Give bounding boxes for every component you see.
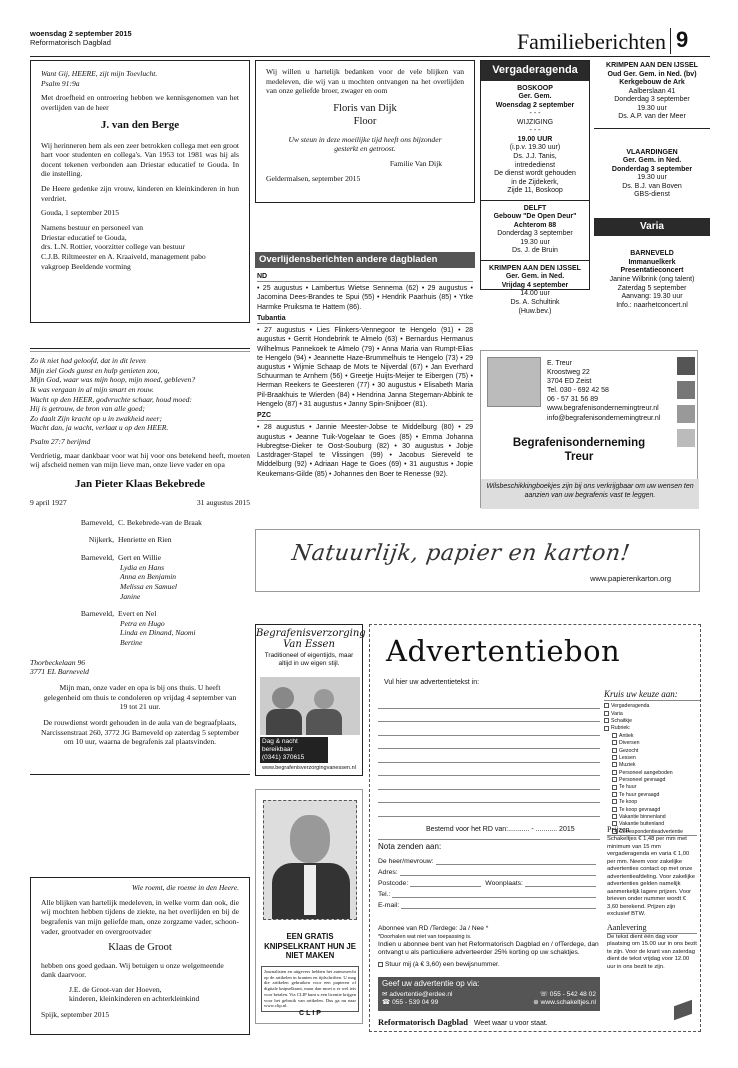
clip-logo: CLIP	[299, 1010, 323, 1017]
contact-email[interactable]: advertentie@erdee.nl	[389, 991, 453, 998]
fax-icon: ☏	[539, 991, 548, 998]
family-group	[30, 518, 250, 528]
choice-label: Lessen	[619, 754, 636, 761]
treur-mobile: 06 - 57 31 56 89	[547, 396, 598, 404]
choice-label: Vergaderagenda	[611, 703, 650, 710]
ad-text-line[interactable]	[378, 803, 600, 817]
agenda-line: Ger. Gem. in Ned.	[505, 273, 565, 281]
poem-line: Zo daalt Zijn kracht op u in zwakheid neer;	[30, 413, 163, 423]
poem-ref: Psalm 27:7 berijmd	[30, 437, 91, 447]
signature-line: vakgroep Beeldende vorming	[41, 261, 131, 271]
header-date: woensdag 2 september 2015	[30, 29, 132, 38]
agenda-line: Aanvang: 19.30 uur	[621, 293, 683, 301]
agenda-line: 19.30 uur	[637, 104, 667, 112]
ad-text-line[interactable]	[378, 736, 600, 750]
mail-icon: ✉	[382, 991, 388, 998]
signature: Familie Van Dijk	[389, 158, 442, 168]
treur-slogan: Wilsbeschikkingboekjes zijn bij ons verkrijgbaar om uw wensen ten aanzien van uw begrafenis vast te leggen.	[481, 479, 699, 509]
agenda-line: Ds. B.J. van Boven	[622, 182, 682, 190]
overlijdensberichten-title: Overlijdensberichten andere dagbladen	[255, 252, 475, 268]
agenda-line: 19.00 UUR	[517, 135, 553, 143]
choice-label: Te huur gevraagd	[619, 791, 660, 798]
agenda-vlaardingen	[594, 129, 710, 206]
ad-text-line[interactable]	[378, 776, 600, 790]
vergader-block-krimpen	[481, 261, 589, 320]
vanessen-subtitle: Traditioneel of eigentijds, maar altijd in uw eigen stijl.	[264, 652, 354, 667]
choice-label: Antiek	[619, 732, 634, 739]
agenda-line: Zijde 11, Boskoop	[507, 187, 563, 195]
agenda-line: BOSKOOP	[517, 84, 553, 92]
choice-label: Correspondentieadvertentie	[619, 828, 684, 835]
agenda-line: Ger. Gem. in Ned.	[622, 157, 682, 165]
family-place: Barneveld,	[80, 609, 114, 619]
field-label: Postcode:	[378, 879, 409, 887]
checkbox[interactable]	[612, 807, 617, 812]
choice-label: Vakantie binnenland	[619, 813, 666, 820]
treur-phone: Tel. 030 - 692 42 58	[547, 387, 609, 395]
rd-logo: Reformatorisch Dagblad	[378, 1017, 468, 1027]
family-grandchild: Janine	[120, 591, 141, 601]
bewijs-checkbox[interactable]	[378, 962, 383, 967]
bewijs-label: Stuur mij (à € 3,60) een bewijsnummer.	[385, 960, 500, 968]
place-date: Geldermalsen, september 2015	[266, 173, 361, 183]
signature-line: J.E. de Groot-van der Hoeven,	[69, 984, 162, 994]
decor-square	[677, 405, 695, 423]
choice-label: Vakantie buitenland	[619, 821, 665, 828]
agenda-line: KRIMPEN AAN DEN IJSSEL	[489, 264, 581, 272]
funeral-info: De rouwdienst wordt gehouden in de aula van de begraafplaats, Narcissenstraat 260, 3772 JG Barneveld op zaterdag 5 september om 10 uur, waarna de begrafenis zal plaatsvinden.	[40, 717, 239, 747]
decor-square	[677, 429, 695, 447]
checkbox[interactable]	[612, 777, 617, 782]
bon-title: Advertentiebon	[386, 634, 621, 668]
checkbox[interactable]	[612, 755, 617, 760]
choice-option[interactable]	[604, 711, 700, 718]
checkbox[interactable]	[612, 785, 617, 790]
prijzen-block	[607, 825, 697, 972]
poem	[30, 356, 250, 433]
agenda-line: Achterom 88	[513, 221, 557, 229]
agenda-line: Donderdag 3 september	[611, 165, 693, 173]
page-number: 9	[676, 27, 689, 52]
vanessen-phone-label: Dag & nacht bereikbaar	[262, 738, 298, 754]
agenda-line: in de Zijdekerk,	[511, 178, 559, 186]
field-input[interactable]	[436, 864, 596, 865]
poem-line: Wacht op den HEER, godvruchte schaar, houd moed:	[30, 394, 192, 404]
signature-line: Driestar educatief te Gouda,	[41, 232, 127, 242]
contact-bar	[378, 977, 600, 1011]
family-grandchild: Anna en Benjamin	[120, 572, 177, 582]
contact-phone: 055 - 539 04 99	[392, 999, 439, 1007]
choice-label: Te huur	[619, 784, 637, 791]
announcement-bekebrede	[30, 351, 250, 771]
treur-city: 3704 ED Zeist	[547, 378, 592, 386]
varia-barneveld	[594, 236, 710, 314]
vergaderagenda	[480, 60, 590, 315]
ad-text-line[interactable]	[378, 722, 600, 736]
checkbox[interactable]	[612, 733, 617, 738]
field-input[interactable]	[392, 897, 596, 898]
choice-option[interactable]	[612, 755, 700, 762]
field-label: De heer/mevrouw:	[378, 857, 434, 865]
nd-list: • 25 augustus • Lambertus Wietse Sennema (62) • 29 augustus • Jacomina Dees-Brandes te Spui (55) • Hendrik Paarhuis (85) • Ytke Harmke Pruiksma te Hattem (86).	[257, 285, 473, 311]
header-paper: Reformatorisch Dagblad	[30, 38, 111, 48]
family-list	[30, 518, 250, 648]
phone-icon: ☎	[382, 999, 391, 1007]
agenda-line: Ger. Gem.	[518, 93, 552, 101]
pzc-label: PZC	[257, 411, 473, 421]
field-label: Woonplaats:	[485, 879, 523, 887]
abonnee-question[interactable]: Abonnee van RD /Terdege: Ja / Nee *	[378, 925, 489, 932]
choice-option[interactable]	[612, 762, 700, 769]
signature-line: Namens bestuur en personeel van	[41, 223, 144, 233]
agenda-line: Zaterdag 5 september	[617, 284, 687, 292]
field-label: Adres:	[378, 868, 398, 876]
agenda-line: Oud Ger. Gem. in Ned. (bv)	[607, 70, 697, 78]
choice-label: Schaitkje	[611, 718, 633, 724]
contact-website[interactable]: www.schakeltjes.nl	[540, 999, 596, 1007]
verse: Want Gij, HEERE, zijt mijn Toevlucht.	[41, 69, 158, 78]
agenda-line: GBS-dienst	[634, 191, 670, 199]
deceased-name: Floris van Dijk	[333, 102, 397, 114]
signature-line: kinderen, kleinkinderen en achterkleinkind	[69, 994, 200, 1004]
field-input[interactable]	[525, 886, 596, 887]
pzc-list: • 28 augustus • Jannie Meester-Jobse te Middelburg (80) • 29 augustus • Jeanne Tuik-Vogelaar te Goes (85) • Emma Johanna Hubregtse-Dieker te Oost-Souburg (82) • 30 augustus • Jobje Lastdrager-Stapel te Vlissingen (99) • Jacobus Siereveld te Middelburg (92) • Adriaan Hage te Goes (69) • 31 augustus • Jopie Keukemans-Gilde (85) • Johannes den Boer te Renesse (92).	[257, 424, 473, 478]
poem-line: Mijn God, waar was mijn hoop, mijn moed, gebleven?	[30, 375, 196, 385]
body: hebben ons goed gedaan. Wij betuigen u onze welgemeende dank daarvoor.	[41, 960, 224, 980]
agenda-line: Janine Wilbrink (ong talent)	[609, 276, 695, 283]
ad-papier-karton	[255, 529, 700, 592]
agenda-line: Ds. A.P. van der Meer	[618, 113, 686, 121]
portrait-photo	[260, 677, 360, 735]
choice-option[interactable]	[612, 733, 700, 740]
family-name: Evert en Nel	[118, 609, 157, 619]
agenda-line: DELFT	[523, 204, 547, 212]
choice-option[interactable]	[612, 748, 700, 755]
field-label: E-mail:	[378, 901, 400, 909]
birth-date: 9 april 1927	[30, 498, 67, 508]
verse-ref: Psalm 91:9a	[41, 78, 80, 88]
deceased-name: Klaas de Groot	[108, 942, 172, 954]
newspaper-photo	[263, 800, 357, 920]
agenda-line: VLAARDINGEN	[626, 148, 678, 156]
field-input[interactable]	[400, 875, 596, 876]
choice-label: Te koop	[619, 799, 638, 806]
family-grandchild: Petra en Hugo	[120, 618, 165, 628]
checkbox[interactable]	[604, 703, 609, 708]
agenda-line: (Huw.bev.)	[518, 307, 552, 315]
place-date: Gouda, 1 september 2015	[41, 208, 120, 218]
checkbox[interactable]	[604, 718, 609, 723]
choice-label: Muziek	[619, 762, 636, 769]
signature-line: drs. L.N. Rottier, voorzitter college van bestuur	[41, 242, 185, 252]
verse: Wie roemt, die roeme in den Heere.	[131, 883, 239, 892]
family-name: Gert en Willie	[118, 552, 161, 562]
treur-title: Begrafenisonderneming	[512, 437, 646, 449]
ad-clip	[255, 789, 363, 1024]
checkbox[interactable]	[612, 740, 617, 745]
checkbox[interactable]	[612, 814, 617, 819]
choice-option[interactable]	[612, 770, 700, 777]
announcement-de-groot	[30, 877, 250, 1035]
family-group	[30, 535, 250, 545]
poem-line: Mijn ziel Gods gunst en hulp genieten zou,	[30, 365, 160, 375]
tubantia-label: Tubantia	[257, 314, 473, 324]
choice-list	[604, 689, 700, 836]
agenda-line: Ds. J.J. Tanis,	[513, 153, 557, 160]
varia-title: Varia	[594, 218, 710, 237]
choice-option[interactable]	[604, 718, 700, 725]
death-date: 31 augustus 2015	[196, 498, 250, 508]
agenda-line: WIJZIGING	[516, 118, 554, 126]
agenda-line: 14.00 uur	[520, 290, 550, 298]
vanessen-title: Begrafenisverzorging	[256, 628, 366, 639]
papier-website[interactable]: www.papierenkarton.org	[590, 574, 671, 583]
signature-line: C.J.B. Riltmeester en A. Kraaiveld, management pabo	[41, 251, 206, 261]
agenda-line: De dienst wordt gehouden	[494, 170, 576, 178]
family-grandchild: Linda en Dinand, Naomi	[120, 628, 196, 638]
ad-text-line[interactable]	[378, 790, 600, 804]
agenda-line: Vrijdag 4 september	[501, 281, 569, 289]
ad-text-line[interactable]	[378, 695, 600, 709]
intro: Alle blijken van hartelijk medeleven, in welke vorm dan ook, die wij mochten hebben tijdens de ziekte, na het overlijden en bij de begrafenis van mijn geliefde man, onze zorgzame vader, schoonvader, grootvader en overgrootvader	[41, 897, 239, 936]
agenda-line: KRIMPEN AAN DEN IJSSEL	[606, 62, 698, 69]
decor-square	[677, 357, 695, 375]
rd-slogan: Weet waar u voor staat.	[473, 1020, 548, 1027]
flower-image	[487, 357, 541, 407]
abonnee-discount: Indien u abonnee bent van het Reformatorisch Dagblad en / ofTerdege, dan ontvangt u als particuliere adverteerder 25% korting op uw schaktjes.	[378, 940, 599, 957]
choice-label: Gezocht	[619, 747, 639, 754]
agenda-line: Donderdag 3 september	[497, 230, 573, 238]
deceased-name: Jan Pieter Klaas Bekebrede	[74, 478, 206, 491]
vergader-block-delft	[481, 201, 589, 260]
agenda-line: 19.30 uur	[520, 238, 550, 246]
checkbox[interactable]	[612, 799, 617, 804]
section-title: Familieberichten	[516, 29, 666, 54]
checkbox[interactable]	[612, 770, 617, 775]
agenda-line: Woensdag 2 september	[495, 101, 575, 109]
checkbox[interactable]	[604, 726, 609, 731]
vanessen-phone: (0341) 370615	[262, 754, 305, 762]
nd-label: ND	[257, 272, 473, 282]
agenda-line: Kerkgebouw de Ark	[619, 79, 685, 87]
agenda-line: Aalberslaan 41	[628, 87, 676, 95]
deceased-nickname: Floor	[353, 116, 377, 128]
intro: Verdrietig, maar dankbaar voor wat hij voor ons betekend heeft, moeten wij afscheid nemen van mijn lieve man, onze lieve vader en opa	[30, 450, 250, 470]
family-group	[30, 553, 250, 601]
header-meta	[30, 29, 132, 48]
contact-title: Geef uw advertentie op via:	[382, 979, 480, 988]
agenda-line: (i.p.v. 19.30 uur)	[509, 144, 561, 152]
family-grandchild: Melissa en Samuel	[120, 581, 177, 591]
agenda-line: Ds. J. de Bruin	[512, 247, 558, 255]
choice-option[interactable]	[612, 784, 700, 791]
choice-label: Rubriek:	[611, 725, 631, 732]
overlijdensberichten	[255, 252, 475, 510]
family-name: C. Bekebrede-van de Braak	[118, 517, 202, 527]
family-group	[30, 609, 250, 648]
family-place: Barneveld,	[80, 517, 114, 527]
clip-body: Journalisten en uitgevers hebben het auteursrecht op de artikelen in kranten en tijdschriften. U mag die artikelen gebruiken voor een papieren of digitale knipselkrant, maar dan moet u er wel iets voor betalen. Via CLIP kunt u een licentie krijgen voor het gebruik van artikelen. Dus ga nu naar www.clip.nl.	[261, 966, 359, 1012]
treur-website[interactable]: www.begrafenisondernemingtreur.nl	[547, 405, 659, 413]
ad-text-line[interactable]	[378, 709, 600, 723]
choice-label: Te koop gevraagd	[619, 806, 661, 813]
choice-option[interactable]	[612, 792, 700, 799]
agenda-line: Gebouw "De Open Deur"	[493, 213, 577, 221]
checkbox[interactable]	[612, 762, 617, 767]
checkbox[interactable]	[604, 711, 609, 716]
poem-line: Zo ik niet had geloofd, dat in dit leven	[30, 356, 146, 365]
family-grandchild: Bertine	[120, 638, 143, 648]
contact-fax: 055 - 542 48 02	[549, 991, 596, 998]
ad-text-lines[interactable]	[378, 695, 600, 817]
agenda-line: Info.: naarhetconcert.nl	[616, 301, 688, 309]
checkbox[interactable]	[612, 748, 617, 753]
address-fields	[378, 855, 600, 910]
choice-label: Diversen	[619, 740, 640, 747]
globe-icon: ⊕	[533, 999, 539, 1007]
intro: Wij willen u hartelijk bedanken voor de vele blijken van medeleven, die wij van u mochten ontvangen na het overlijden van onze geliefde broer, zwager en oom	[266, 67, 464, 96]
agenda-line: intrededienst	[514, 161, 556, 169]
papier-slogan: Natuurlijk, papier en karton!	[290, 541, 632, 566]
poem-line: Wacht dan, ja wacht, verlaat u op den HEER.	[30, 423, 169, 433]
body: Wij herinneren hem als een zeer betrokken collega met een groot hart voor studenten en collega's. Van 1953 tot 1981 was hij als docent tekenen verbonden aan Driestar educatief te Gouda. In die instelling.	[41, 140, 239, 179]
deceased-name: J. van den Berge	[100, 118, 180, 131]
choice-option[interactable]	[612, 777, 700, 784]
choice-title: Kruis uw keuze aan:	[604, 689, 700, 701]
abonnee-note: *Doorhalen wat niet van toepassing is.	[378, 933, 472, 940]
choice-label: Varia	[611, 710, 623, 717]
tubantia-list: • 27 augustus • Lies Flinkers-Vennegoor te Hengelo (91) • 28 augustus • Gerrit Hondebrink te Almelo (63) • Bernardus Hermanus Wilhelmus Pannekoek te Almelo (79) • Anna Maria van Rumpt-Elias te Hengelo (94) • Jeannette Haze-Brummelhuis te Hengelo (73) • 29 augustus • Wijmie Schaap de Mots te Nijverdal (67) • Jan Everhard Schuurman te Arnhem (56) • Greetje Huijts-Meijer te Eibergen (75) • Herman Reekers te Geesteren (77) • 30 augustus • Elisabeth Maria Pil-Braakhuis te Wierden (84) • Hendrina Janna Stegeman-Abbink te Hengelo (87) • 31 augustus • Janny Spin-Snijboer (81).	[257, 327, 473, 408]
advertentiebon	[369, 624, 701, 1032]
treur-title-name: Treur	[564, 450, 594, 463]
vanessen-website[interactable]: www.begrafenisverzorgingvanessen.nl	[262, 765, 356, 771]
checkbox[interactable]	[612, 792, 617, 797]
family-place: Barneveld,	[80, 552, 114, 562]
choice-option[interactable]	[612, 814, 700, 821]
address-city: 3771 EL Barneveld	[30, 667, 89, 677]
vergaderagenda-title: Vergaderagenda	[481, 61, 589, 81]
choice-option[interactable]	[612, 807, 700, 814]
prijzen-title: Prijzen	[607, 825, 697, 836]
agenda-line: 19.30 uur	[637, 174, 667, 182]
nota-title: Nota zenden aan:	[378, 842, 442, 851]
choice-option[interactable]	[604, 725, 700, 732]
treur-email[interactable]: info@begrafenisondernemingtreur.nl	[547, 414, 661, 422]
choice-option[interactable]	[604, 703, 700, 710]
ad-text-line[interactable]	[378, 763, 600, 777]
right-column	[594, 60, 710, 314]
bon-instructions: Vul hier uw advertentietekst in:	[384, 679, 480, 686]
treur-street: Kroostweg 22	[547, 369, 590, 377]
intro: Met droefheid en ontroering hebben we kennisgenomen van het overlijden van de heer	[41, 93, 239, 112]
vanessen-title-name: Van Essen	[283, 639, 335, 650]
family-place: Nijkerk,	[88, 535, 114, 545]
vergader-block-boskoop	[481, 81, 589, 200]
ad-text-line[interactable]	[378, 749, 600, 763]
field-input[interactable]	[410, 886, 481, 887]
poem-line: Hij is getrouw, de bron van alle goed;	[30, 404, 145, 414]
aanlever-title: Aanlevering	[607, 923, 697, 934]
prijzen-text: Schakeltjes € 1,48 per mm met minimum van 15 mm vergaderagenda en varia € 1,00 per mm. Neem voor zakelijke advertenties contact op met onze advertentieafdeling. Voor zakelijke advertenties gelden namelijk aanmerkelijk lagere prijzen. Voor brieven onder nummer wordt € 3,60 berekend. Prijzen zijn exclusief BTW.	[607, 836, 695, 918]
agenda-line: - - -	[529, 127, 541, 135]
treur-name: E. Treur	[547, 360, 572, 367]
bon-date-range[interactable]: Bestemd voor het RD van:........... - ........... 2015	[426, 826, 575, 833]
decor-square	[677, 381, 695, 399]
quote: Uw steun in deze moeilijke tijd heeft ons bijzonder gesterkt en getroost.	[288, 134, 442, 154]
agenda-krimpen-oud	[594, 60, 710, 128]
choice-label: Personeel gevraagd	[619, 777, 666, 783]
address-street: Thorbeckelaan 96	[30, 657, 86, 667]
choice-option[interactable]	[612, 740, 700, 747]
choice-label: Personeel aangeboden	[619, 769, 673, 776]
family-grandchild: Lydia en Hans	[120, 562, 165, 572]
announcement-van-dijk	[255, 60, 475, 203]
aanlever-text: De tekst dient één dag voor plaatsing om 15.00 uur in ons bezit te zijn. Voor de krant van zaterdag dient de tekst vrijdag voor 12.00 uur in ons bezit te zijn.	[607, 933, 697, 970]
agenda-line: - - -	[529, 110, 541, 118]
family-name: Henriette en Rien	[118, 535, 172, 545]
field-label: Tel.:	[378, 890, 391, 898]
agenda-line: Ds. A. Schultink	[510, 298, 560, 306]
field-input[interactable]	[401, 908, 596, 909]
agenda-line: Donderdag 3 september	[614, 96, 690, 104]
agenda-line: Presentatieconcert	[620, 267, 684, 275]
choice-option[interactable]	[612, 799, 700, 806]
body-2: De Heere gedenke zijn vrouw, kinderen en kleinkinderen in hun verdriet.	[41, 184, 239, 203]
agenda-line: BARNEVELD	[630, 250, 674, 258]
poem-line: Ik was vergaan in al mijn smart en rouw.	[30, 384, 154, 394]
visit-info: Mijn man, onze vader en opa is bij ons thuis. U heeft gelegenheid om thuis te condoleren op vrijdag 4 september van 19 tot 21 uur.	[43, 682, 237, 712]
ad-van-essen	[255, 624, 366, 776]
place-date: Spijk, september 2015	[41, 1010, 110, 1020]
announcement-van-den-berge	[30, 60, 250, 323]
clip-title: EEN GRATIS KNIPSELKRANT HUN JE NIET MAKEN	[264, 932, 356, 961]
ad-treur	[480, 350, 698, 508]
agenda-line: Immanuelkerk	[628, 258, 676, 266]
